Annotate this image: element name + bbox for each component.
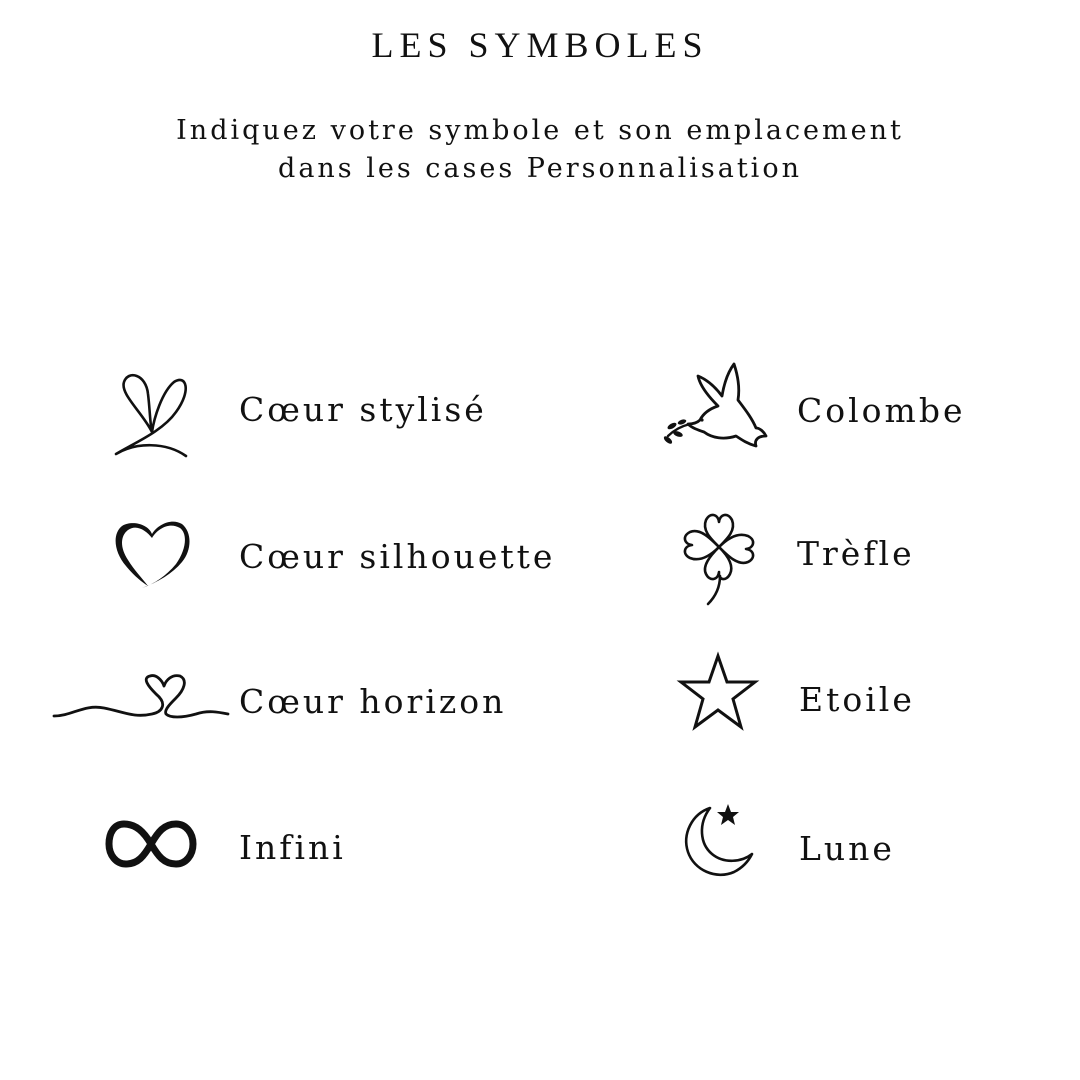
clover-icon [682, 512, 758, 608]
moon-icon [680, 800, 760, 880]
infinity-icon [106, 818, 196, 870]
subtitle-line-1: Indiquez votre symbole et son emplacement [176, 115, 904, 146]
symbol-label-lune: Lune [799, 829, 895, 868]
symbol-label-coeur-silhouette: Cœur silhouette [239, 537, 556, 576]
page-subtitle [0, 112, 1080, 188]
subtitle-line-2: dans les cases Personnalisation [278, 153, 802, 184]
dove-icon [664, 362, 770, 452]
symbol-label-coeur-horizon: Cœur horizon [239, 682, 507, 721]
symbol-label-infini: Infini [239, 828, 346, 867]
symbol-label-trefle: Trèfle [797, 534, 915, 573]
star-icon [678, 652, 758, 732]
symbol-label-coeur-stylise: Cœur stylisé [239, 390, 487, 429]
page-title: LES SYMBOLES [371, 25, 709, 65]
symbol-label-colombe: Colombe [797, 391, 966, 430]
horizon-heart-icon [52, 674, 230, 722]
stylized-heart-icon [112, 372, 192, 458]
silhouette-heart-icon [112, 520, 192, 590]
symbol-label-etoile: Etoile [799, 680, 915, 719]
